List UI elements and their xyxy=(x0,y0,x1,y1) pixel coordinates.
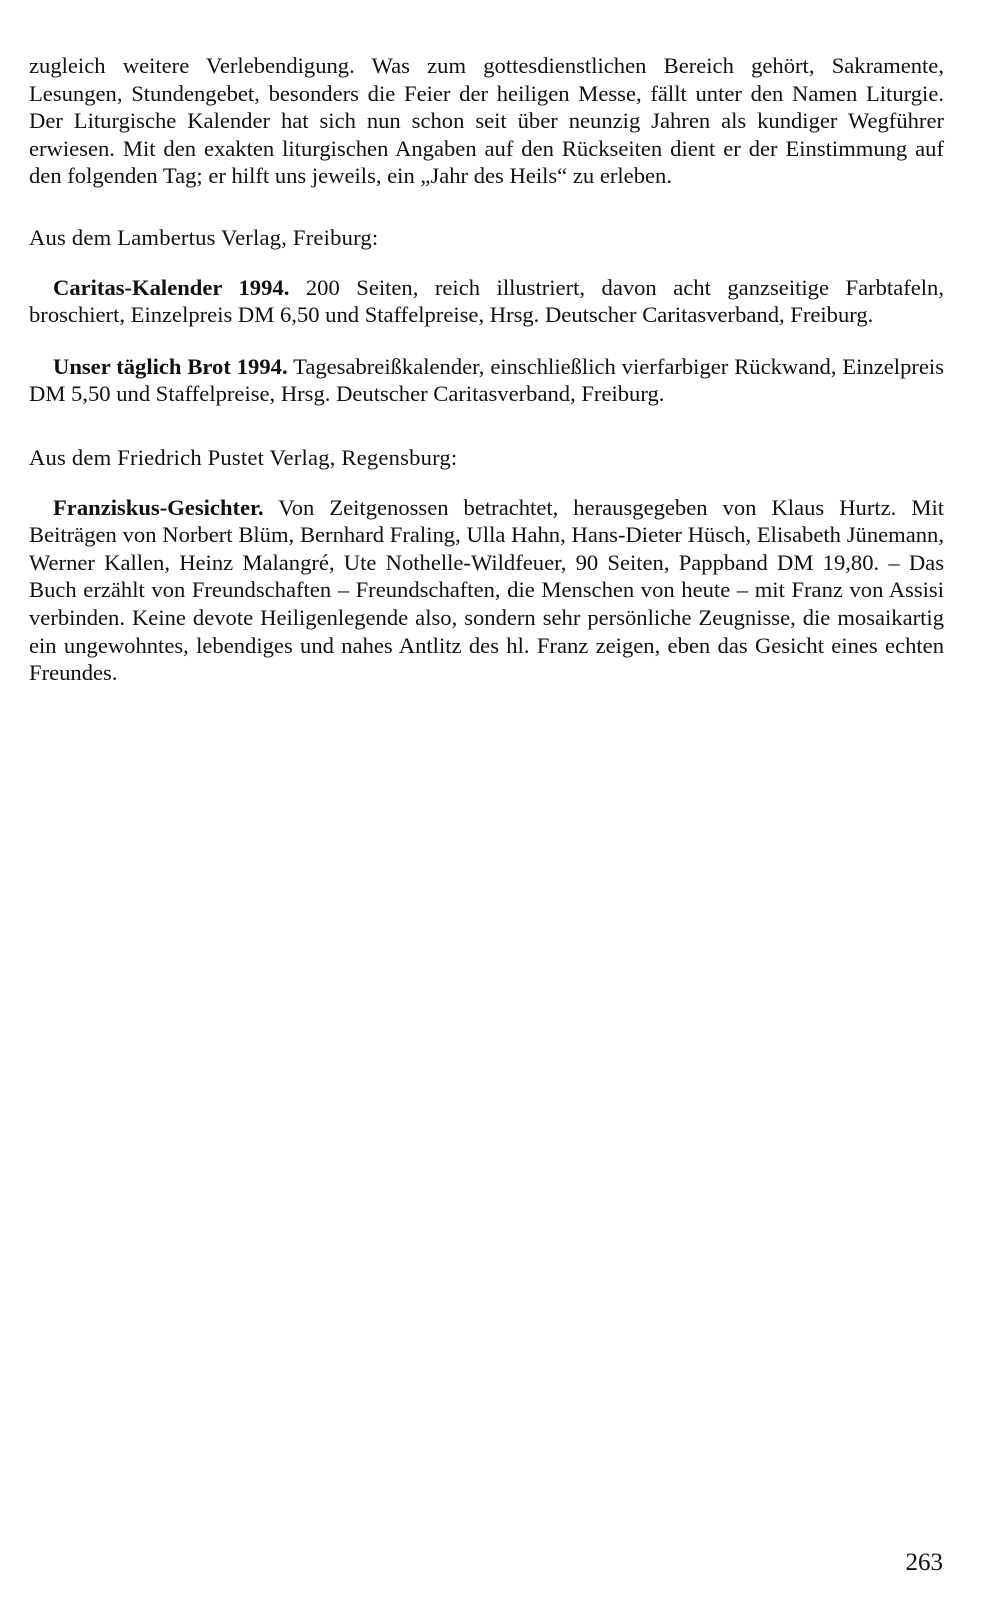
book-title: Franziskus-Gesichter. xyxy=(53,494,264,520)
publisher-heading-lambertus: Aus dem Lambertus Verlag, Freiburg: xyxy=(29,224,379,250)
book-entry-caritas-kalender xyxy=(29,274,944,329)
book-entry-unser-taeglich-brot xyxy=(29,353,944,408)
book-description: Von Zeitgenossen betrachtet, herausgegeben von Klaus Hurtz. Mit Beiträgen von Norbert Blüm, Bernhard Fraling, Ulla Hahn, Hans-Dieter Hüsch, Elisabeth Jünemann, Werner Kallen, Heinz Malangré, Ute Nothelle-Wildfeuer, 90 Seiten, Pappband DM 19,80. – Das Buch erzählt von Freundschaften – Freundschaften, die Menschen von heute – mit Franz von Assisi verbinden. Keine devote Heiligenlegende also, sondern sehr persönliche Zeugnisse, die mosaikartig ein ungewohntes, lebendiges und nahes Antlitz des hl. Franz zeigen, eben das Gesicht eines echten Freundes. xyxy=(29,494,944,686)
page-number: 263 xyxy=(905,1549,943,1576)
book-description: 200 Seiten, reich illustriert, davon acht ganzseitige Farbtafeln, broschiert, Einzelpreis DM 6,50 und Staffelpreise, Hrsg. Deutscher Caritasverband, Freiburg. xyxy=(29,274,944,328)
book-entry-franziskus-gesichter xyxy=(29,494,944,687)
book-description: Tagesabreißkalender, einschließlich vierfarbiger Rückwand, Einzelpreis DM 5,50 und Staffelpreise, Hrsg. Deutscher Caritasverband, Freiburg. xyxy=(29,353,944,407)
document-page xyxy=(29,52,944,711)
book-title: Unser täglich Brot 1994. xyxy=(53,353,288,379)
intro-paragraph: zugleich weitere Verlebendigung. Was zum gottesdienstlichen Bereich gehört, Sakramente, Lesungen, Stundengebet, besonders die Feier der heiligen Messe, fällt unter den Namen Liturgie. Der Liturgische Kalender hat sich nun schon seit über neunzig Jahren als kundiger Wegführer erwiesen. Mit den exakten liturgischen Angaben auf den Rückseiten dient er der Einstimmung auf den folgenden Tag; er hilft uns jeweils, ein „Jahr des Heils“ zu erleben. xyxy=(29,53,944,189)
publisher-heading-pustet: Aus dem Friedrich Pustet Verlag, Regensburg: xyxy=(29,444,458,470)
book-title: Caritas-Kalender 1994. xyxy=(53,274,290,300)
